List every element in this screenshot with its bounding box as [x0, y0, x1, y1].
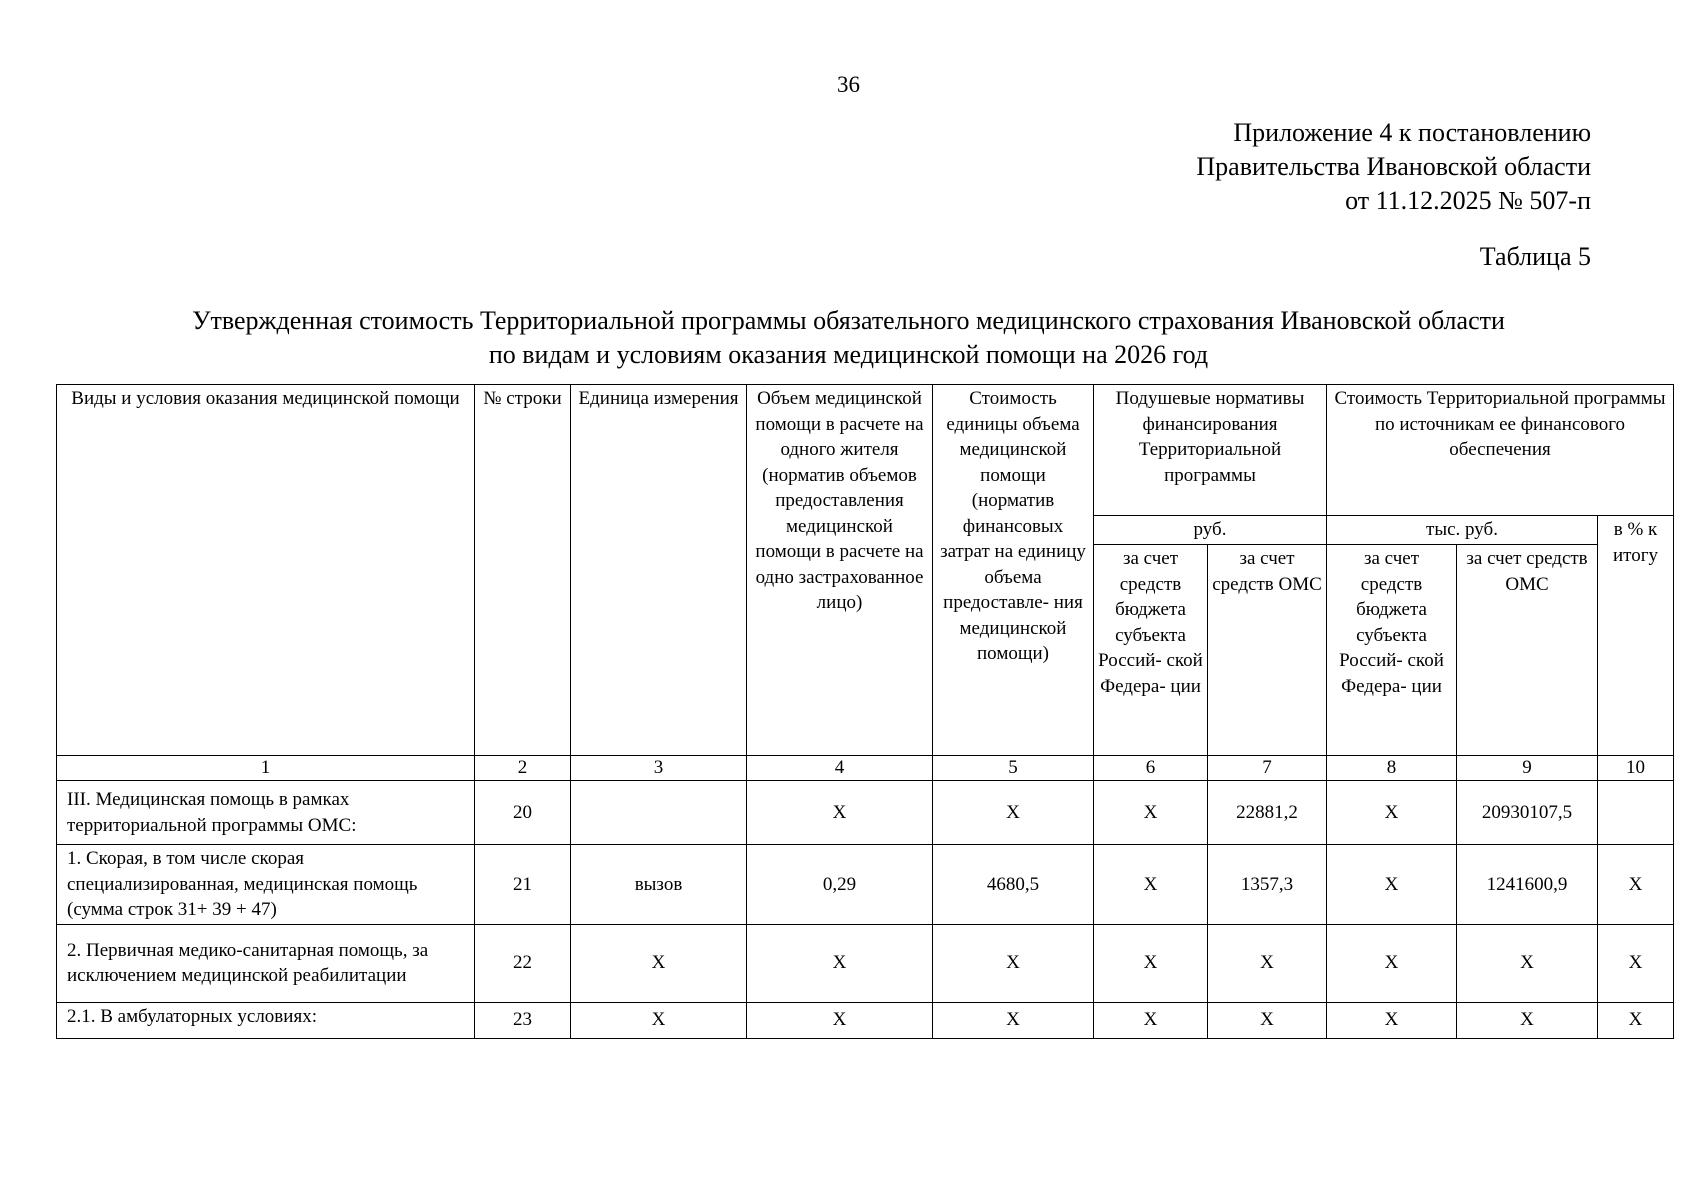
- row-oms-thous: 20930107,5: [1457, 781, 1598, 845]
- row-number: 22: [475, 924, 571, 1002]
- table-row: [57, 845, 1674, 925]
- row-budget-rub: X: [1094, 924, 1208, 1002]
- header-unit-cost: Стоимость единицы объема медицинской помощи (норматив финансовых затрат на единицу объема предоставле- ния медицинской помощи): [933, 385, 1094, 756]
- row-oms-rub: X: [1208, 924, 1327, 1002]
- row-oms-rub: X: [1208, 1002, 1327, 1038]
- row-oms-rub: 22881,2: [1208, 781, 1327, 845]
- header-budget-thous: за счет средств бюджета субъекта Россий- ской Федера- ции: [1327, 545, 1457, 756]
- table-label: Таблица 5: [1479, 242, 1591, 271]
- row-budget-rub: X: [1094, 845, 1208, 925]
- row-budget-thous: X: [1327, 924, 1457, 1002]
- row-budget-thous: X: [1327, 845, 1457, 925]
- header-rub: руб.: [1094, 516, 1327, 545]
- table-row: [57, 924, 1674, 1002]
- document-title: [0, 304, 1697, 372]
- row-number: 23: [475, 1002, 571, 1038]
- header-budget-rub: за счет средств бюджета субъекта Россий- ской Федера- ции: [1094, 545, 1208, 756]
- row-number: 20: [475, 781, 571, 845]
- row-volume: X: [747, 924, 933, 1002]
- column-number: 4: [747, 756, 933, 781]
- row-percent: X: [1598, 845, 1674, 925]
- column-number: 5: [933, 756, 1094, 781]
- header-oms-thous: за счет средств ОМС: [1457, 545, 1598, 756]
- row-budget-rub: X: [1094, 781, 1208, 845]
- appendix-reference: [1196, 116, 1591, 218]
- page-number: 36: [837, 72, 860, 97]
- row-name: 2.1. В амбулаторных условиях:: [57, 1002, 475, 1038]
- row-percent: X: [1598, 924, 1674, 1002]
- column-number: 3: [571, 756, 747, 781]
- title-line-2: по видам и условиям оказания медицинской помощи на 2026 год: [488, 340, 1209, 369]
- row-name: 1. Скорая, в том числе скорая специализированная, медицинская помощь (сумма строк 31+ 39 + 47): [57, 845, 475, 925]
- row-budget-thous: X: [1327, 781, 1457, 845]
- column-number: 6: [1094, 756, 1208, 781]
- row-unit-cost: X: [933, 1002, 1094, 1038]
- row-volume: X: [747, 1002, 933, 1038]
- row-unit: вызов: [571, 845, 747, 925]
- row-unit: X: [571, 1002, 747, 1038]
- row-unit-cost: 4680,5: [933, 845, 1094, 925]
- header-oms-rub: за счет средств ОМС: [1208, 545, 1327, 756]
- header-volume: Объем медицинской помощи в расчете на одного жителя (норматив объемов предоставления медицинской помощи в расчете на одно застрахованное лицо): [747, 385, 933, 756]
- cost-table: [56, 384, 1674, 1039]
- row-unit-cost: X: [933, 781, 1094, 845]
- row-volume: 0,29: [747, 845, 933, 925]
- column-number: 8: [1327, 756, 1457, 781]
- column-number: 1: [57, 756, 475, 781]
- row-budget-rub: X: [1094, 1002, 1208, 1038]
- column-number: 2: [475, 756, 571, 781]
- appendix-line-3: от 11.12.2025 № 507-п: [1345, 186, 1591, 215]
- header-unit: Единица измерения: [571, 385, 747, 756]
- table-row: [57, 781, 1674, 845]
- title-line-1: Утвержденная стоимость Территориальной программы обязательного медицинского страхования Ивановской области: [192, 306, 1505, 335]
- header-types: Виды и условия оказания медицинской помощи: [57, 385, 475, 756]
- row-oms-thous: 1241600,9: [1457, 845, 1598, 925]
- row-name: 2. Первичная медико-санитарная помощь, за исключением медицинской реабилитации: [57, 924, 475, 1002]
- row-volume: X: [747, 781, 933, 845]
- row-percent: X: [1598, 1002, 1674, 1038]
- column-numbers-row: [57, 756, 1674, 781]
- table-row: [57, 1002, 1674, 1038]
- appendix-line-1: Приложение 4 к постановлению: [1233, 118, 1591, 147]
- header-program-cost: Стоимость Территориальной программы по источникам ее финансового обеспечения: [1327, 385, 1674, 516]
- column-number: 7: [1208, 756, 1327, 781]
- header-row-1: [57, 385, 1674, 516]
- header-row-number: № строки: [475, 385, 571, 756]
- column-number: 10: [1598, 756, 1674, 781]
- row-name: III. Медицинская помощь в рамках территориальной программы ОМС:: [57, 781, 475, 845]
- row-percent: [1598, 781, 1674, 845]
- row-unit-cost: X: [933, 924, 1094, 1002]
- row-budget-thous: X: [1327, 1002, 1457, 1038]
- row-oms-rub: 1357,3: [1208, 845, 1327, 925]
- header-thous-rub: тыс. руб.: [1327, 516, 1598, 545]
- row-unit: [571, 781, 747, 845]
- column-number: 9: [1457, 756, 1598, 781]
- row-unit: X: [571, 924, 747, 1002]
- header-percent: в % к итогу: [1598, 516, 1674, 756]
- appendix-line-2: Правительства Ивановской области: [1196, 152, 1591, 181]
- row-oms-thous: X: [1457, 924, 1598, 1002]
- row-oms-thous: X: [1457, 1002, 1598, 1038]
- header-per-capita: Подушевые нормативы финансирования Территориальной программы: [1094, 385, 1327, 516]
- row-number: 21: [475, 845, 571, 925]
